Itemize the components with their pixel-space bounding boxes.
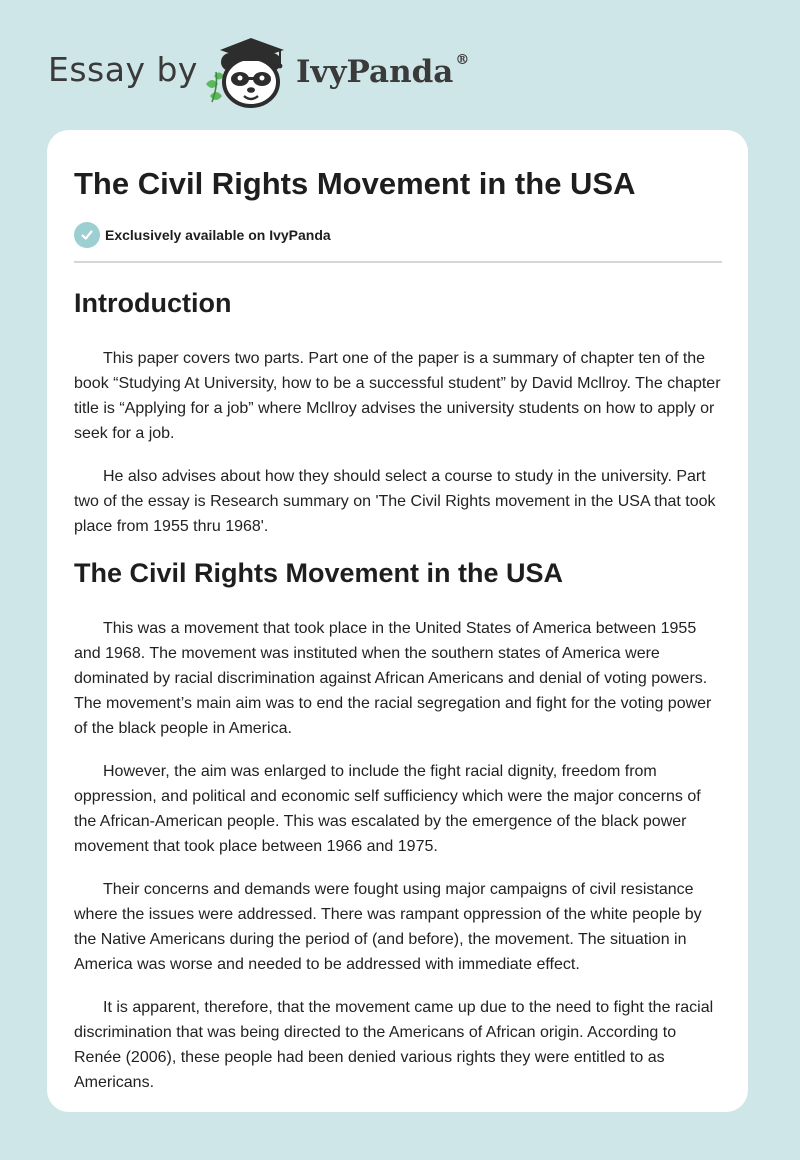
panda-graduate-logo-icon[interactable]: [200, 32, 292, 110]
paragraph: This paper covers two parts. Part one of the paper is a summary of chapter ten of the book “Studying At University, how to be a successful student” by David Mcllroy. The chapter title is “Applying for a job” where Mcllroy advises the university students on how to apply or seek for a job.: [74, 350, 721, 442]
paragraph: Their concerns and demands were fought using major campaigns of civil resistance where the issues were addressed. There was rampant oppression of the white people by the Native Americans during the period of (and before), the movement. The situation in America was worse and needed to be addressed with immediate effect.: [74, 881, 702, 973]
page-title: The Civil Rights Movement in the USA: [74, 166, 636, 201]
section-heading-civil-rights: The Civil Rights Movement in the USA: [74, 558, 564, 588]
check-badge-icon: [74, 222, 100, 248]
brand-name: IvyPanda: [296, 54, 454, 90]
title-divider: [74, 261, 722, 263]
paragraph: He also advises about how they should select a course to study in the university. Part two of the essay is Research summary on 'The Civil Rights movement in the USA that took place from 1955 thru 1968'.: [74, 468, 716, 535]
paragraph: However, the aim was enlarged to include the fight racial dignity, freedom from oppression, and political and economic self sufficiency which were the major concerns of the African-American people. This was escalated by the emergence of the black power movement that took place between 1966 and 1975.: [74, 763, 701, 855]
exclusive-label: Exclusively available on IvyPanda: [105, 227, 331, 243]
checkmark-icon: [80, 228, 94, 242]
paragraph: This was a movement that took place in the United States of America between 1955 and 1968. The movement was instituted when the southern states of America were dominated by racial discrimination against African Americans and denial of voting powers. The movement’s main aim was to end the racial segregation and fight for the voting power of the black people in America.: [74, 620, 712, 737]
site-header: [48, 32, 468, 112]
paragraph: It is apparent, therefore, that the movement came up due to the need to fight the racial discrimination that was being directed to the Americans of African origin. According to Renée (2006), these people had been denied various rights they were entitled to as Americans.: [74, 999, 714, 1091]
trademark-symbol: ®: [455, 52, 470, 68]
essay-by-label: Essay by: [48, 50, 198, 89]
brand-logo[interactable]: [296, 54, 469, 90]
exclusive-notice: [74, 221, 722, 249]
essay-card: [47, 130, 748, 1112]
section-heading-introduction: Introduction: [74, 288, 232, 318]
essay-content: [74, 160, 722, 1095]
